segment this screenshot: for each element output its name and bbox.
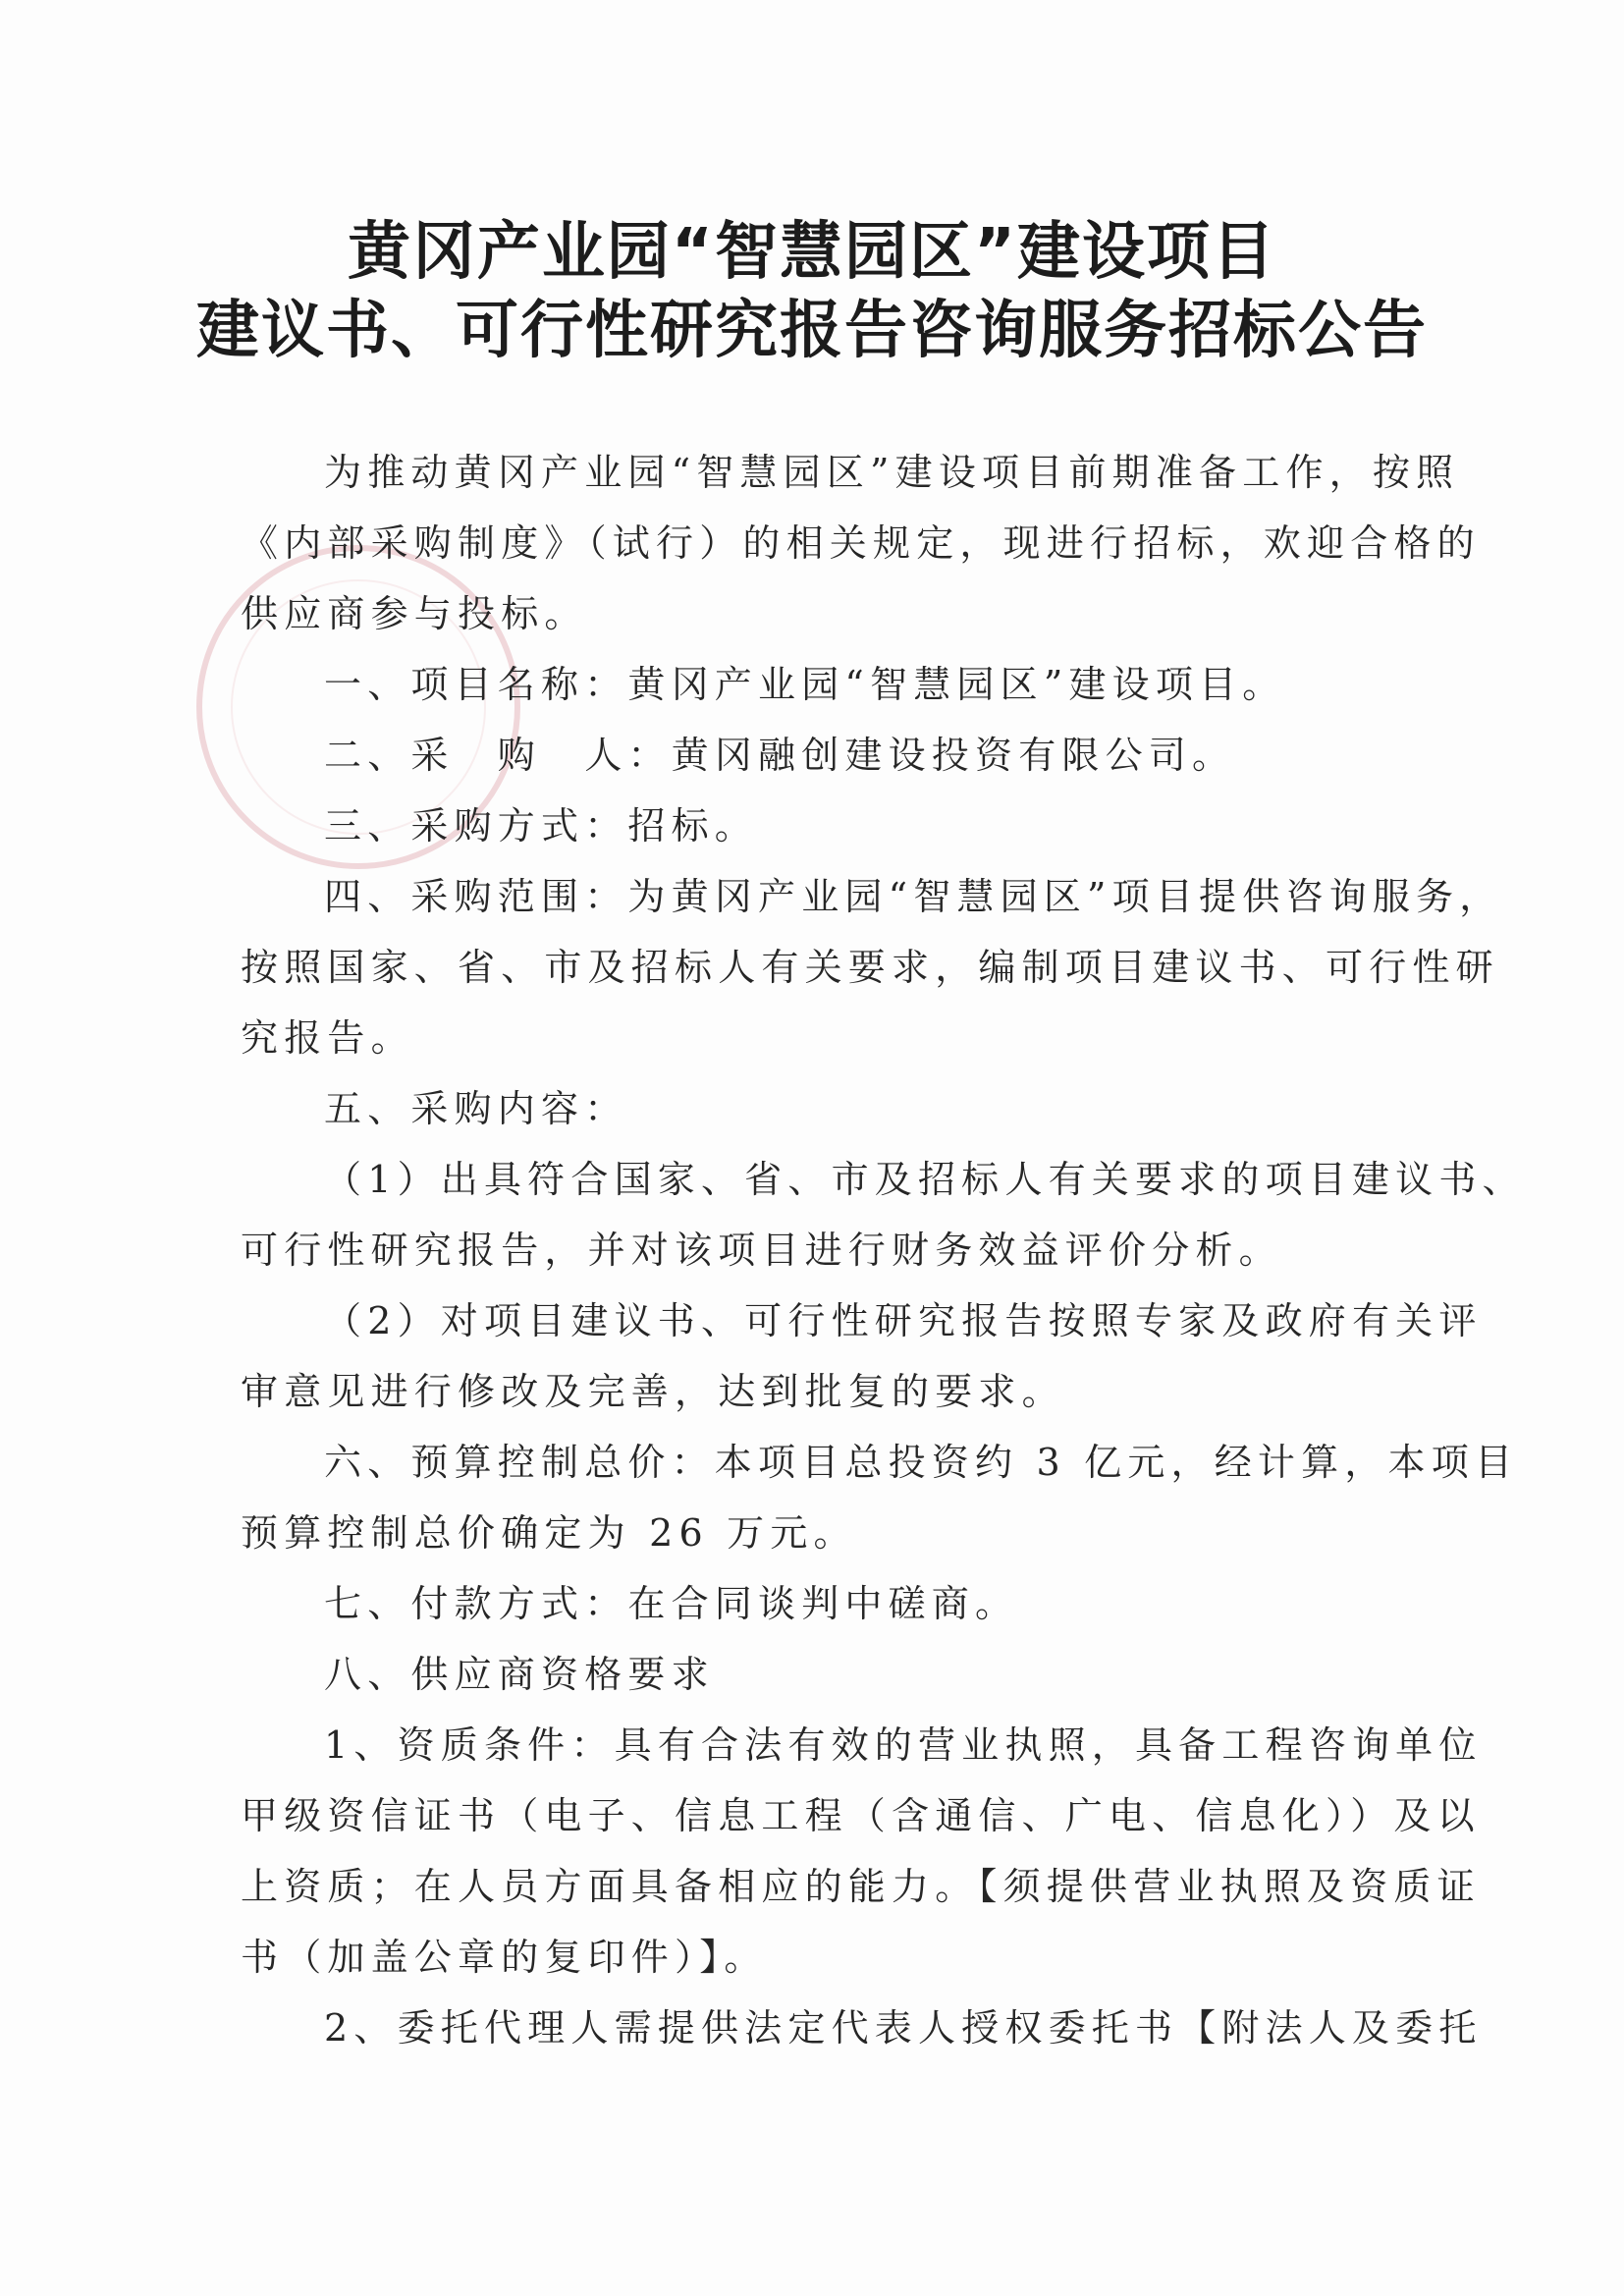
- section-purchaser: 二、采 购 人：黄冈融创建设投资有限公司。: [324, 734, 1236, 777]
- section-procurement-method: 三、采购方式：招标。: [324, 804, 759, 847]
- qualification-item-2: 2、委托代理人需提供法定代表人授权委托书【附法人及委托: [324, 2006, 1483, 2050]
- section-budget-control: 六、预算控制总价：本项目总投资约 3 亿元，经计算，本项目: [324, 1441, 1519, 1484]
- intro-paragraph-line: 供应商参与投标。: [241, 592, 588, 635]
- qualification-item-1-cont: 上资质；在人员方面具备相应的能力。【须提供营业执照及资质证: [241, 1865, 1481, 1908]
- content-item-2: （2）对项目建议书、可行性研究报告按照专家及政府有关评: [324, 1299, 1483, 1342]
- section-payment-method: 七、付款方式：在合同谈判中磋商。: [324, 1582, 1019, 1625]
- content-item-1: （1）出具符合国家、省、市及招标人有关要求的项目建议书、: [324, 1158, 1526, 1201]
- intro-paragraph-line: 《内部采购制度》（试行）的相关规定，现进行招标，欢迎合格的: [241, 521, 1481, 565]
- section-procurement-scope: 四、采购范围：为黄冈产业园“智慧园区”项目提供咨询服务，: [324, 875, 1503, 918]
- content-item-2-cont: 审意见进行修改及完善，达到批复的要求。: [241, 1370, 1065, 1413]
- content-item-1-cont: 可行性研究报告，并对该项目进行财务效益评价分析。: [241, 1229, 1282, 1272]
- section-supplier-qualifications: 八、供应商资格要求: [324, 1653, 715, 1696]
- qualification-item-1-cont: 甲级资信证书（电子、信息工程（含通信、广电、信息化））及以: [241, 1794, 1481, 1837]
- section-procurement-scope-cont: 究报告。: [241, 1016, 414, 1060]
- intro-paragraph-line: 为推动黄冈产业园“智慧园区”建设项目前期准备工作，按照: [324, 451, 1460, 494]
- section-budget-control-cont: 预算控制总价确定为 26 万元。: [241, 1511, 857, 1555]
- qualification-item-1-cont: 书（加盖公章的复印件）】。: [241, 1936, 768, 1979]
- document-title-line-1: 黄冈产业园“智慧园区”建设项目: [347, 216, 1277, 289]
- section-project-name: 一、项目名称：黄冈产业园“智慧园区”建设项目。: [324, 663, 1286, 706]
- section-procurement-content: 五、采购内容：: [324, 1087, 628, 1130]
- qualification-item-1: 1、资质条件：具有合法有效的营业执照，具备工程咨询单位: [324, 1723, 1483, 1767]
- document-title-line-2: 建议书、可行性研究报告咨询服务招标公告: [196, 295, 1428, 367]
- section-procurement-scope-cont: 按照国家、省、市及招标人有关要求，编制项目建议书、可行性研: [241, 946, 1499, 989]
